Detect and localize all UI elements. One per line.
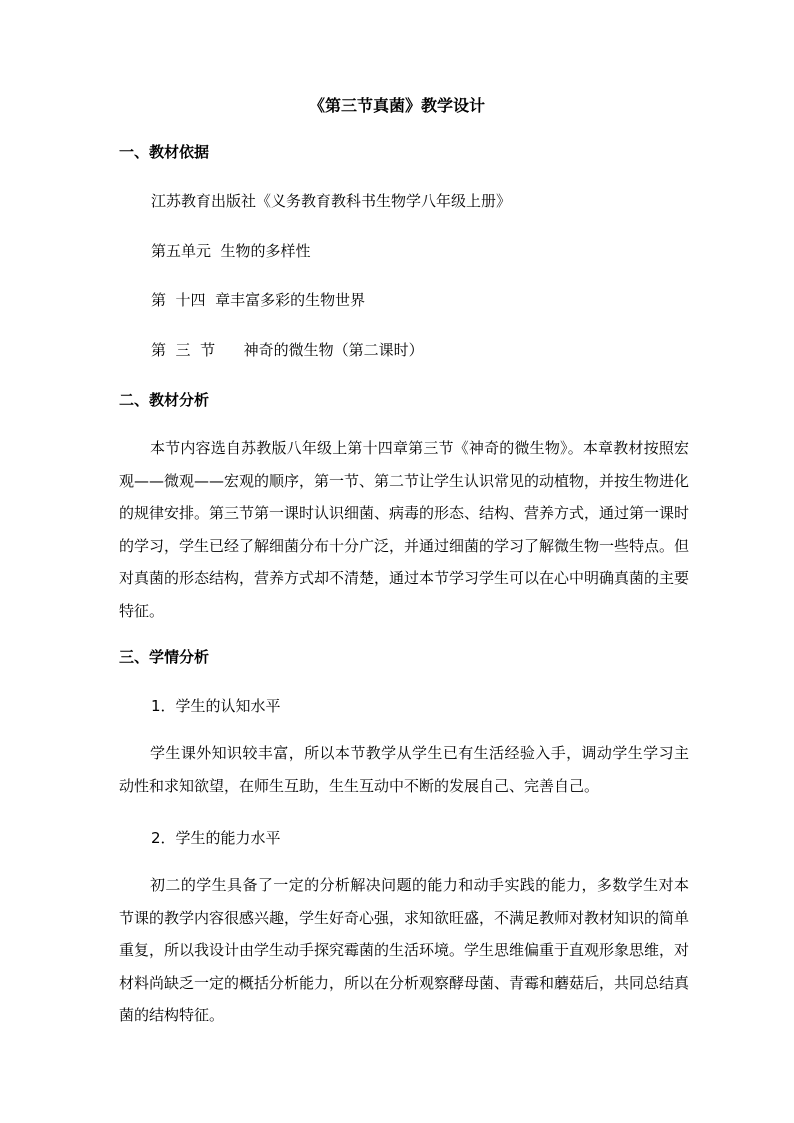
- section-heading-basis: 一、教材依据: [119, 143, 210, 161]
- basis-line-publisher: 江苏教育出版社《义务教育教科书生物学八年级上册》: [151, 192, 512, 210]
- students-sub1-paragraph: 学生课外知识较丰富，所以本节教学从学生已有生活经验入手，调动学生学习主动性和求知欲望，在师生互助，生生互动中不断的发展自己、完善自己。: [119, 744, 689, 795]
- section-heading-students: 三、学情分析: [119, 648, 210, 666]
- basis-line-unit: 第五单元 生物的多样性: [151, 242, 311, 260]
- document-title: 《第三节真菌》教学设计: [308, 96, 485, 115]
- analysis-paragraph: 本节内容选自苏教版八年级上第十四章第三节《神奇的微生物》。本章教材按照宏观——微观——宏观的顺序，第一节、第二节让学生认识常见的动植物，并按生物进化的规律安排。第三节第一课时认识细菌、病毒的形态、结构、营养方式，通过第一课时的学习，学生已经了解细菌分布十分广泛，并通过细菌的学习了解微生物一些特点。但对真菌的形态结构，营养方式却不清楚，通过本节学习学生可以在心中明确真菌的主要特征。: [119, 439, 690, 620]
- basis-line-chapter: 第 十四 章丰富多彩的生物世界: [151, 291, 366, 309]
- students-sub2-label: 2．学生的能力水平: [151, 829, 281, 847]
- students-sub1-label: 1．学生的认知水平: [151, 697, 281, 715]
- students-sub2-paragraph: 初二的学生具备了一定的分析解决问题的能力和动手实践的能力，多数学生对本节课的教学内容很感兴趣，学生好奇心强，求知欲旺盛，不满足教师对教材知识的简单重复，所以我设计由学生动手探究霉菌的生活环境。学生思维偏重于直观形象思维，对材料尚缺乏一定的概括分析能力，所以在分析观察酵母菌、青霉和蘑菇后，共同总结真菌的结构特征。: [119, 876, 690, 1025]
- section-heading-analysis: 二、教材分析: [119, 391, 210, 409]
- basis-line-section: 第 三 节 神奇的微生物（第二课时）: [151, 341, 424, 359]
